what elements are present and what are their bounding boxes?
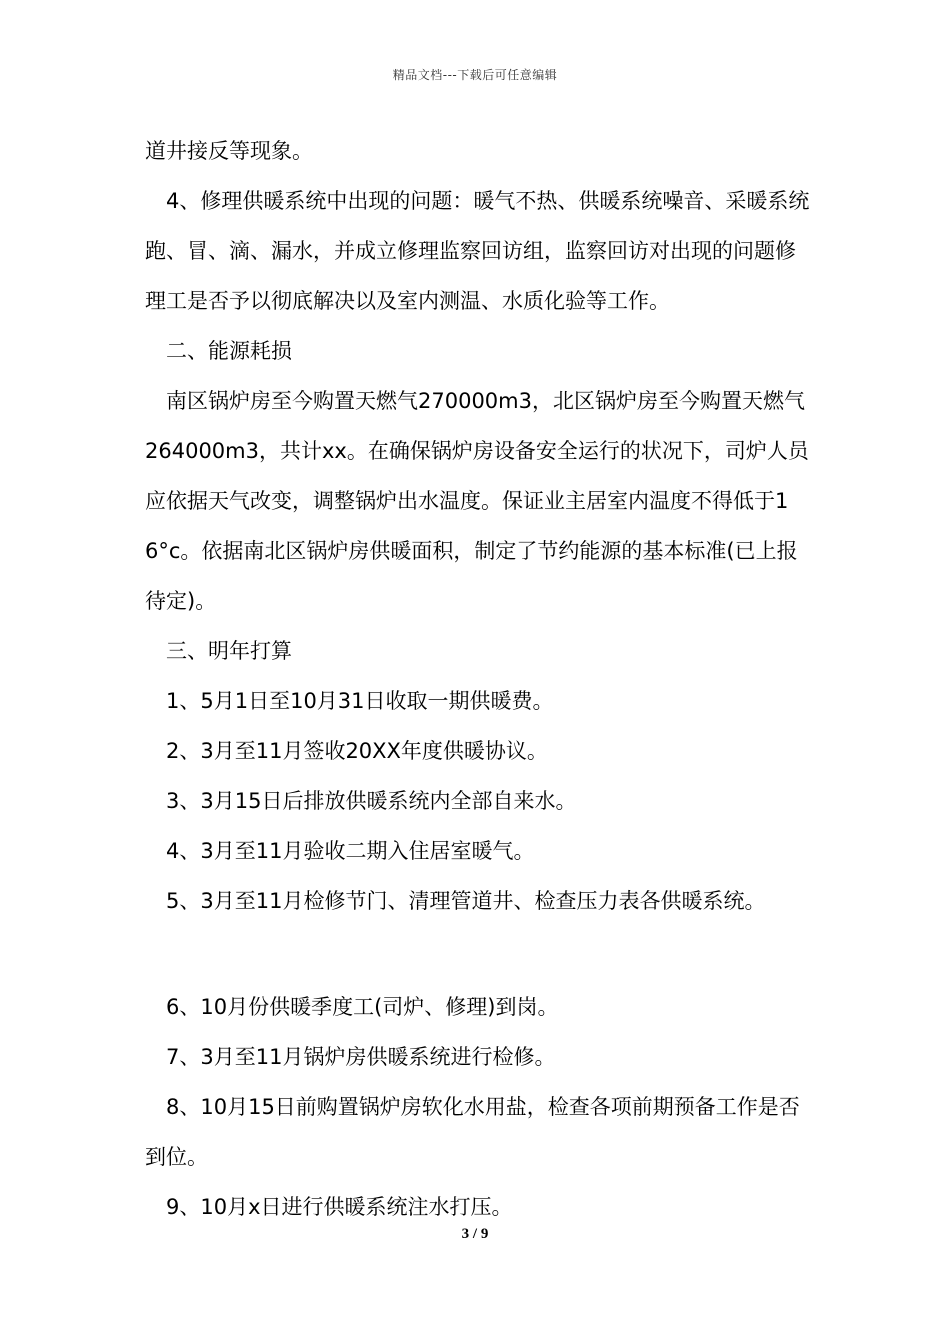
paragraph-continuation: 道井接反等现象。 xyxy=(145,139,313,163)
plan-item-5: 5、3月至11月检修节门、清理管道井、检查压力表各供暖系统。 xyxy=(166,889,766,913)
section-heading-energy: 二、能源耗损 xyxy=(166,339,292,363)
page-number: 3 / 9 xyxy=(461,1226,489,1242)
plan-item-9: 9、10月x日进行供暖系统注水打压。 xyxy=(166,1195,513,1219)
section-heading-plan: 三、明年打算 xyxy=(166,639,292,663)
plan-item-4: 4、3月至11月验收二期入住居室暖气。 xyxy=(166,839,535,863)
plan-item-7: 7、3月至11月锅炉房供暖系统进行检修。 xyxy=(166,1045,556,1069)
paragraph-energy-consumption: 南区锅炉房至今购置天燃气270000m3，北区锅炉房至今购置天燃气264000m3，共计xx。在确保锅炉房设备安全运行的状况下，司炉人员应依据天气改变，调整锅炉出水温度。保证业主居室内温度不得低于16°c。依据南北区锅炉房供暖面积，制定了节约能源的基本标准(已上报待定)。 xyxy=(145,389,809,613)
paragraph-spacer xyxy=(145,926,810,982)
plan-item-2: 2、3月至11月签收20XX年度供暖协议。 xyxy=(166,739,548,763)
plan-item-8: 8、10月15日前购置锅炉房软化水用盐，检查各项前期预备工作是否到位。 xyxy=(145,1095,800,1169)
plan-item-6: 6、10月份供暖季度工(司炉、修理)到岗。 xyxy=(166,995,559,1019)
paragraph-item-4-repair: 4、修理供暖系统中出现的问题：暖气不热、供暖系统噪音、采暖系统跑、冒、滴、漏水，并成立修理监察回访组，监察回访对出现的问题修理工是否予以彻底解决以及室内测温、水质化验等工作。 xyxy=(145,189,810,313)
page-header: 精品文档---下载后可任意编辑 xyxy=(392,68,558,82)
plan-item-1: 1、5月1日至10月31日收取一期供暖费。 xyxy=(166,689,554,713)
document-body xyxy=(145,126,810,1232)
plan-item-3: 3、3月15日后排放供暖系统内全部自来水。 xyxy=(166,789,577,813)
